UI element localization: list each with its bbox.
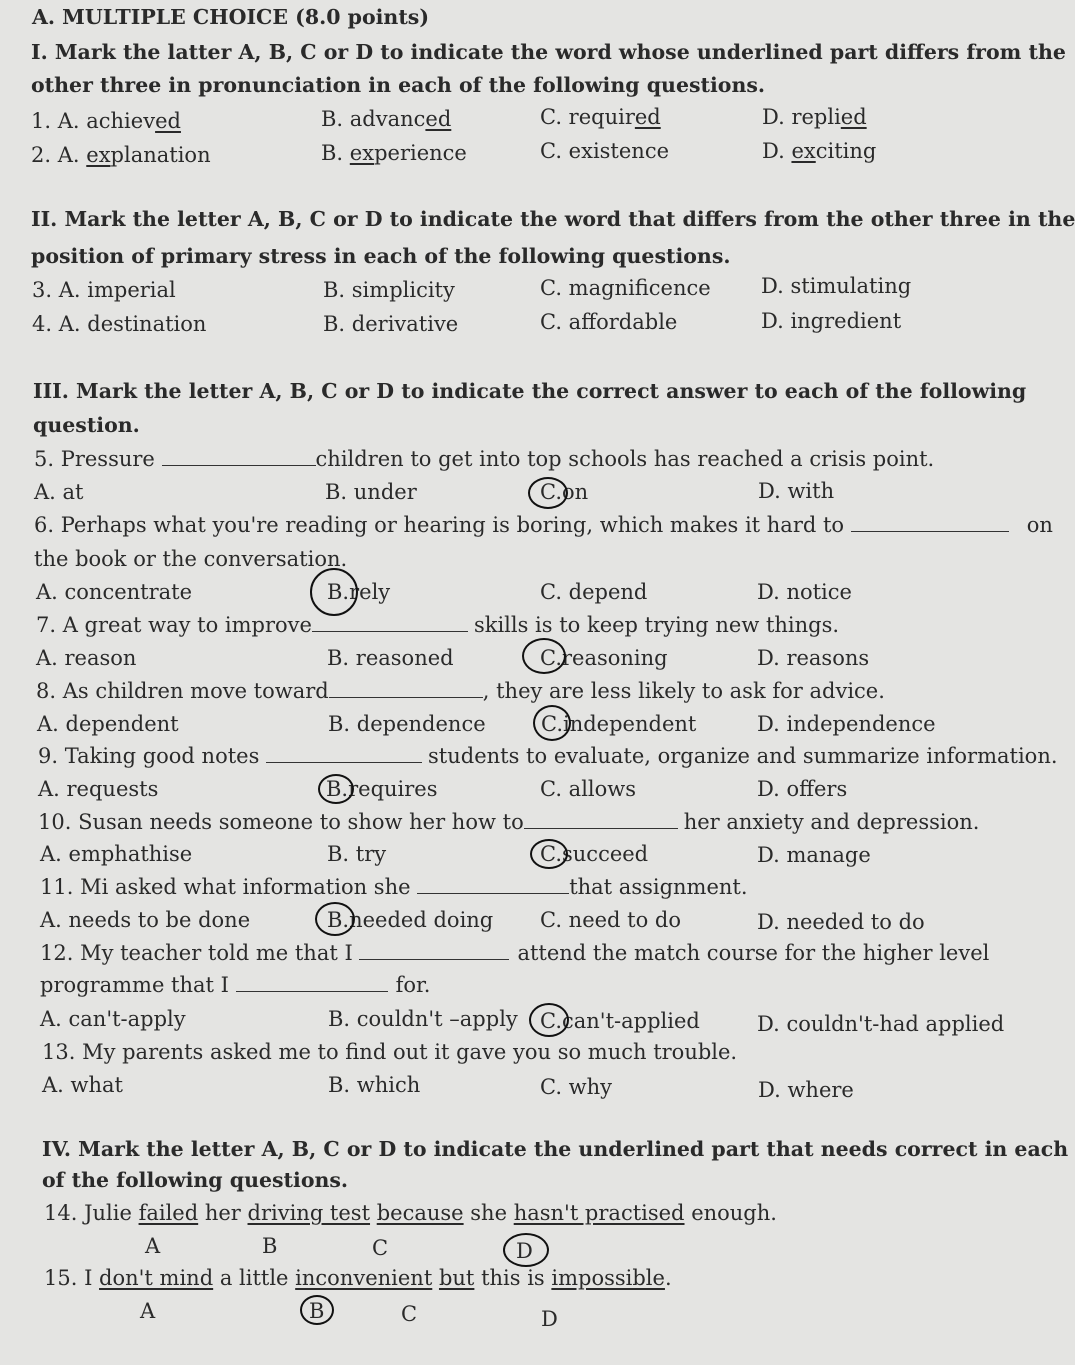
q8-option-a: A. dependent <box>37 712 179 736</box>
q9-blank <box>266 744 422 763</box>
q9-option-c: C. allows <box>540 777 637 801</box>
q2-option-b: B. experience <box>321 141 467 165</box>
q10-option-a: A. emphathise <box>40 842 193 866</box>
q2-option-c: C. existence <box>540 139 670 163</box>
part1-instruction-line1: I. Mark the latter A, B, C or D to indicate the word whose underlined part differs from the <box>31 40 1066 64</box>
q7-option-d: D. reasons <box>757 646 870 670</box>
q11-option-b: B.needed doing <box>327 908 494 932</box>
q10-stem: 10. Susan needs someone to show her how to her anxiety and depression. <box>38 810 980 834</box>
q6-option-a: A. concentrate <box>36 580 193 604</box>
q9-option-a: A. requests <box>38 777 159 801</box>
q7-stem: 7. A great way to improve skills is to keep trying new things. <box>36 613 840 637</box>
q11-blank <box>417 875 569 894</box>
q4-option-a: 4. A. destination <box>32 312 207 336</box>
q15-label-d: D <box>541 1307 558 1331</box>
q12-option-a: A. can't-apply <box>40 1007 186 1031</box>
q10-blank <box>524 810 678 829</box>
q6-stem: 6. Perhaps what you're reading or hearing is boring, which makes it hard to on <box>34 513 1053 537</box>
q12-blank-2 <box>236 973 388 992</box>
q15-label-a: A <box>140 1299 156 1323</box>
q11-option-a: A. needs to be done <box>40 908 251 932</box>
q3-option-a: 3. A. imperial <box>32 278 176 302</box>
q6-stem-line2: the book or the conversation. <box>34 547 348 571</box>
q4-option-b: B. derivative <box>323 312 459 336</box>
q7-option-c: C.reasoning <box>540 646 668 670</box>
part2-instruction-line1: II. Mark the letter A, B, C or D to indicate the word that differs from the other three in the <box>31 207 1075 231</box>
q14-label-a: A <box>145 1234 161 1258</box>
q13-option-a: A. what <box>42 1073 123 1097</box>
part3-instruction-line2: question. <box>33 413 140 437</box>
q8-stem: 8. As children move toward , they are less likely to ask for advice. <box>36 679 885 703</box>
q8-option-c: C.independent <box>541 712 697 736</box>
q1-option-a: 1. A. achieved <box>31 109 181 133</box>
q14-label-b: B <box>262 1234 278 1258</box>
part1-instruction-line2: other three in pronunciation in each of the following questions. <box>31 73 766 97</box>
q8-blank <box>329 679 483 698</box>
part4-instruction-line1: IV. Mark the letter A, B, C or D to indicate the underlined part that needs correct in each <box>42 1137 1069 1161</box>
q10-option-b: B. try <box>327 842 387 866</box>
q5-blank <box>162 447 316 466</box>
q13-option-c: C. why <box>540 1075 613 1099</box>
q3-option-c: C. magnificence <box>540 276 711 300</box>
q8-option-d: D. independence <box>757 712 936 736</box>
q6-option-c: C. depend <box>540 580 648 604</box>
q4-option-d: D. ingredient <box>761 309 902 333</box>
part3-instruction-line1: III. Mark the letter A, B, C or D to indicate the correct answer to each of the following <box>33 379 1027 403</box>
q13-option-b: B. which <box>328 1073 421 1097</box>
q13-option-d: D. where <box>758 1078 854 1102</box>
q11-stem: 11. Mi asked what information she that assignment. <box>40 875 748 899</box>
q9-stem: 9. Taking good notes students to evaluate, organize and summarize information. <box>38 744 1058 768</box>
q10-option-d: D. manage <box>757 843 871 867</box>
q6-option-d: D. notice <box>757 580 852 604</box>
part2-instruction-line2: position of primary stress in each of the following questions. <box>31 244 731 268</box>
q1-option-d: D. replied <box>762 105 867 129</box>
q5-option-b: B. under <box>325 480 417 504</box>
q12-option-b: B. couldn't –apply <box>328 1007 518 1031</box>
q5-option-a: A. at <box>34 480 84 504</box>
q1-option-c: C. required <box>540 105 661 129</box>
q4-option-c: C. affordable <box>540 310 678 334</box>
section-title: A. MULTIPLE CHOICE (8.0 points) <box>32 5 430 29</box>
q11-option-d: D. needed to do <box>757 910 925 934</box>
q2-option-d: D. exciting <box>762 139 877 163</box>
q9-option-b: B.requires <box>326 777 438 801</box>
q7-option-b: B. reasoned <box>327 646 454 670</box>
q6-blank <box>851 513 1009 532</box>
q12-option-d: D. couldn't-had applied <box>757 1012 1005 1036</box>
q2-option-a: 2. A. explanation <box>31 143 211 167</box>
q15-label-b: B <box>309 1299 325 1323</box>
part4-instruction-line2: of the following questions. <box>42 1168 349 1192</box>
q14-sentence: 14. Julie failed her driving test because she hasn't practised enough. <box>44 1201 777 1225</box>
q11-option-c: C. need to do <box>540 908 682 932</box>
q14-label-c: C <box>372 1236 389 1260</box>
q12-stem: 12. My teacher told me that I attend the match course for the higher level <box>40 941 990 965</box>
q5-stem: 5. Pressure children to get into top schools has reached a crisis point. <box>34 447 935 471</box>
q15-sentence: 15. I don't mind a little inconvenient but this is impossible. <box>44 1266 672 1290</box>
q12-option-c: C.can't-applied <box>540 1009 700 1033</box>
q14-label-d: D <box>516 1239 533 1263</box>
q7-option-a: A. reason <box>36 646 137 670</box>
q1-option-b: B. advanced <box>321 107 452 131</box>
q10-option-c: C.succeed <box>540 842 649 866</box>
q12-blank-1 <box>359 941 509 960</box>
q3-option-d: D. stimulating <box>761 274 912 298</box>
q9-option-d: D. offers <box>757 777 848 801</box>
q15-label-c: C <box>401 1302 418 1326</box>
q6-option-b: B.rely <box>327 580 391 604</box>
q12-stem-line2: programme that I for. <box>40 973 431 997</box>
q7-blank <box>312 613 468 632</box>
q5-option-c: C.on <box>540 480 589 504</box>
q8-option-b: B. dependence <box>328 712 486 736</box>
q5-option-d: D. with <box>758 479 835 503</box>
q3-option-b: B. simplicity <box>323 278 455 302</box>
q13-stem: 13. My parents asked me to find out it gave you so much trouble. <box>42 1040 738 1064</box>
